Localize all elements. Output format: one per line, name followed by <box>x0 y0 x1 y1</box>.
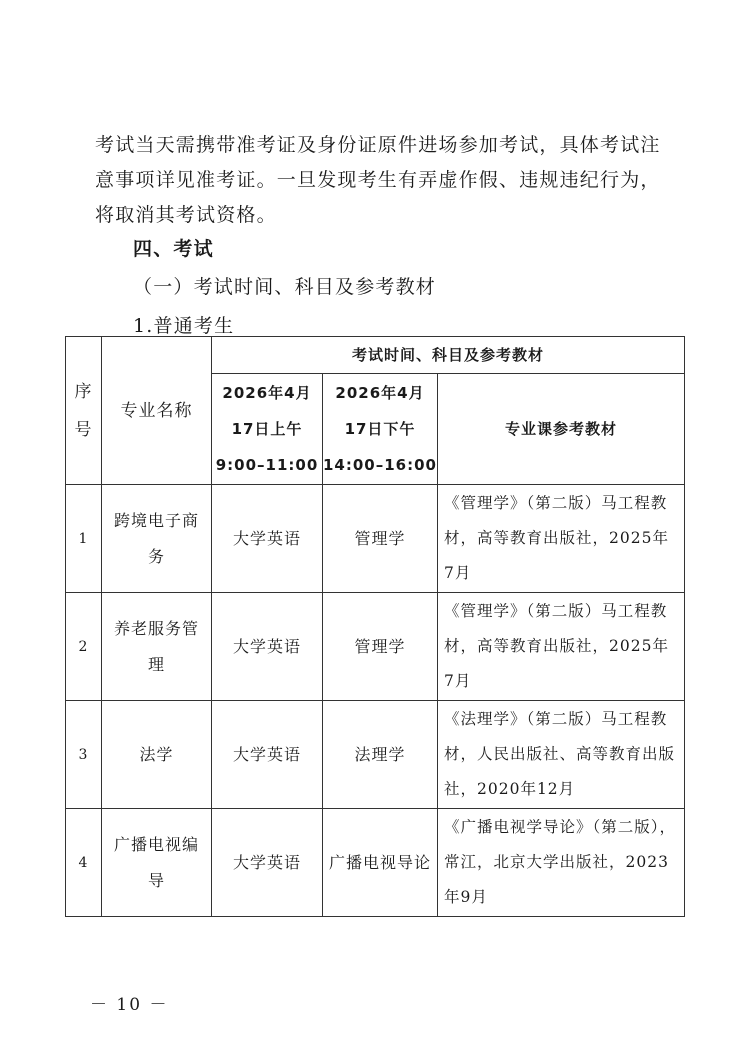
row-morning-subject: 大学英语 <box>212 809 323 917</box>
afternoon-day: 17日下午 <box>344 420 416 438</box>
seq-header-label: 序号 <box>74 381 93 440</box>
row-major: 广播电视编导 <box>102 809 212 917</box>
exam-table <box>65 336 685 917</box>
section-subheading: （一）考试时间、科目及参考教材 <box>133 276 437 298</box>
row-afternoon-subject: 管理学 <box>323 593 438 701</box>
group-header <box>212 337 685 374</box>
row-morning-subject: 大学英语 <box>212 485 323 593</box>
books-header-label: 专业课参考教材 <box>505 420 618 438</box>
afternoon-time: 14:00–16:00 <box>323 456 437 474</box>
section-item: 1.普通考生 <box>133 315 235 337</box>
afternoon-date: 2026年4月 <box>335 384 425 402</box>
row-morning-subject: 大学英语 <box>212 701 323 809</box>
row-major: 法学 <box>102 701 212 809</box>
table-header-row-1 <box>66 337 685 374</box>
row-afternoon-subject: 法理学 <box>323 701 438 809</box>
row-major: 跨境电子商务 <box>102 485 212 593</box>
morning-date: 2026年4月 <box>222 384 312 402</box>
row-afternoon-subject: 广播电视导论 <box>323 809 438 917</box>
major-header <box>102 337 212 485</box>
morning-header <box>212 374 323 485</box>
section-heading: 四、考试 <box>133 238 214 260</box>
afternoon-header <box>323 374 438 485</box>
row-morning-subject: 大学英语 <box>212 593 323 701</box>
table-row <box>66 809 685 917</box>
major-header-label: 专业名称 <box>120 400 193 421</box>
row-books: 《法理学》（第二版）马工程教材，人民出版社、高等教育出版社，2020年12月 <box>438 701 685 809</box>
group-header-label: 考试时间、科目及参考教材 <box>352 346 545 364</box>
row-seq: 3 <box>66 701 102 809</box>
page-number: － 10 － <box>90 995 169 1015</box>
row-seq: 1 <box>66 485 102 593</box>
row-afternoon-subject: 管理学 <box>323 485 438 593</box>
seq-header <box>66 337 102 485</box>
intro-paragraph: 考试当天需携带准考证及身份证原件进场参加考试，具体考试注意事项详见准考证。一旦发现考生有弄虚作假、违规违纪行为，将取消其考试资格。 <box>95 134 661 226</box>
books-header <box>438 374 685 485</box>
row-major: 养老服务管理 <box>102 593 212 701</box>
table-row <box>66 701 685 809</box>
table-row <box>66 593 685 701</box>
table-row <box>66 485 685 593</box>
row-seq: 4 <box>66 809 102 917</box>
row-books: 《管理学》（第二版）马工程教材，高等教育出版社，2025年7月 <box>438 593 685 701</box>
row-books: 《广播电视学导论》（第二版），常江，北京大学出版社，2023年9月 <box>438 809 685 917</box>
row-books: 《管理学》（第二版）马工程教材，高等教育出版社，2025年7月 <box>438 485 685 593</box>
morning-day: 17日上午 <box>231 420 303 438</box>
row-seq: 2 <box>66 593 102 701</box>
morning-time: 9:00–11:00 <box>215 456 319 474</box>
